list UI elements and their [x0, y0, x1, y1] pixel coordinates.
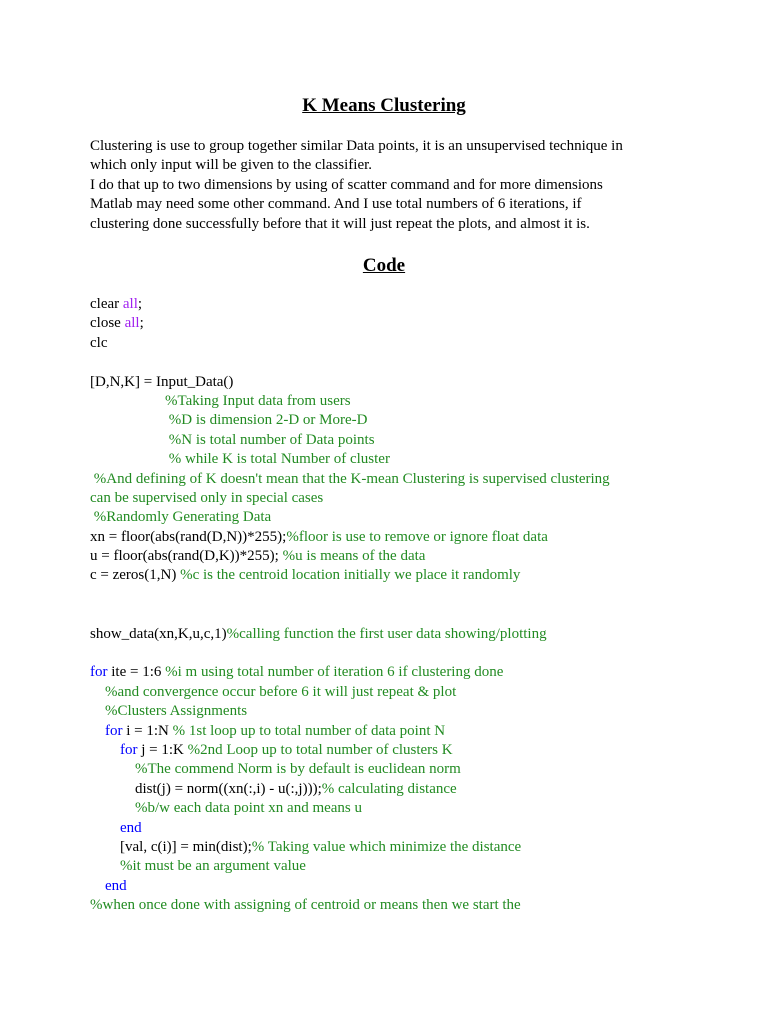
code-line: close all;: [90, 315, 144, 332]
intro-paragraph: [90, 137, 690, 234]
comment-line: %N is total number of Data points: [90, 431, 375, 448]
code-line: [D,N,K] = Input_Data(): [90, 373, 234, 390]
comment-line: %b/w each data point xn and means u: [90, 800, 363, 817]
intro-line: Matlab may need some other command. And I use total numbers of 6 iterations, if: [90, 196, 582, 213]
comment-line: %and convergence occur before 6 it will just repeat & plot: [90, 683, 457, 700]
intro-line: I do that up to two dimensions by using of scatter command and for more dimensions: [90, 176, 603, 193]
intro-line: Clustering is use to group together similar Data points, it is an unsupervised technique in: [90, 138, 623, 154]
comment-line: %And defining of K doesn't mean that the K-mean Clustering is supervised clustering: [90, 470, 610, 487]
comment-line: %D is dimension 2-D or More-D: [90, 412, 368, 429]
comment-line: %it must be an argument value: [90, 858, 306, 875]
code-line: clear all;: [90, 296, 143, 312]
comment-line: can be supervised only in special cases: [90, 489, 324, 506]
page-title: K Means Clustering: [302, 95, 466, 116]
code-line: [val, c(i)] = min(dist);% Taking value which minimize the distance: [90, 838, 522, 855]
comment-line: %The commend Norm is by default is euclidean norm: [90, 761, 461, 778]
code-line: for i = 1:N % 1st loop up to total number of data point N: [105, 722, 446, 739]
keyword-token: for: [120, 741, 138, 758]
comment-line: %when once done with assigning of centroid or means then we start the: [90, 897, 521, 914]
blank-line: [90, 605, 730, 624]
code-block: [90, 295, 730, 916]
code-line: dist(j) = norm((xn(:,i) - u(:,j)));% calculating distance: [90, 780, 457, 797]
string-token: all: [124, 315, 140, 332]
code-line: for ite = 1:6 %i m using total number of iteration 6 if clustering done: [90, 664, 504, 681]
comment-line: %Clusters Assignments: [90, 703, 248, 720]
code-line: for j = 1:K %2nd Loop up to total number of clusters K: [120, 741, 453, 758]
keyword-line: end: [90, 877, 127, 894]
string-token: all: [122, 296, 138, 312]
blank-line: [90, 586, 730, 605]
blank-line: [90, 353, 730, 372]
comment-line: %Taking Input data from users: [90, 392, 351, 409]
comment-line: % while K is total Number of cluster: [90, 451, 390, 468]
blank-line: [90, 644, 730, 663]
comment-line: %Randomly Generating Data: [90, 509, 272, 526]
code-line: clc: [90, 334, 108, 351]
code-line: show_data(xn,K,u,c,1)%calling function the first user data showing/plotting: [90, 625, 547, 642]
keyword-token: for: [105, 722, 123, 739]
code-line: u = floor(abs(rand(D,K))*255); %u is means of the data: [90, 548, 426, 565]
intro-line: clustering done successfully before that it will just repeat the plots, and almost it is.: [90, 215, 590, 232]
code-heading: Code: [362, 255, 406, 276]
code-line: xn = floor(abs(rand(D,N))*255);%floor is use to remove or ignore float data: [90, 528, 548, 545]
code-line: c = zeros(1,N) %c is the centroid location initially we place it randomly: [90, 567, 521, 584]
keyword-line: end: [90, 819, 142, 836]
intro-line: which only input will be given to the classifier.: [90, 157, 373, 174]
keyword-token: for: [90, 664, 108, 681]
